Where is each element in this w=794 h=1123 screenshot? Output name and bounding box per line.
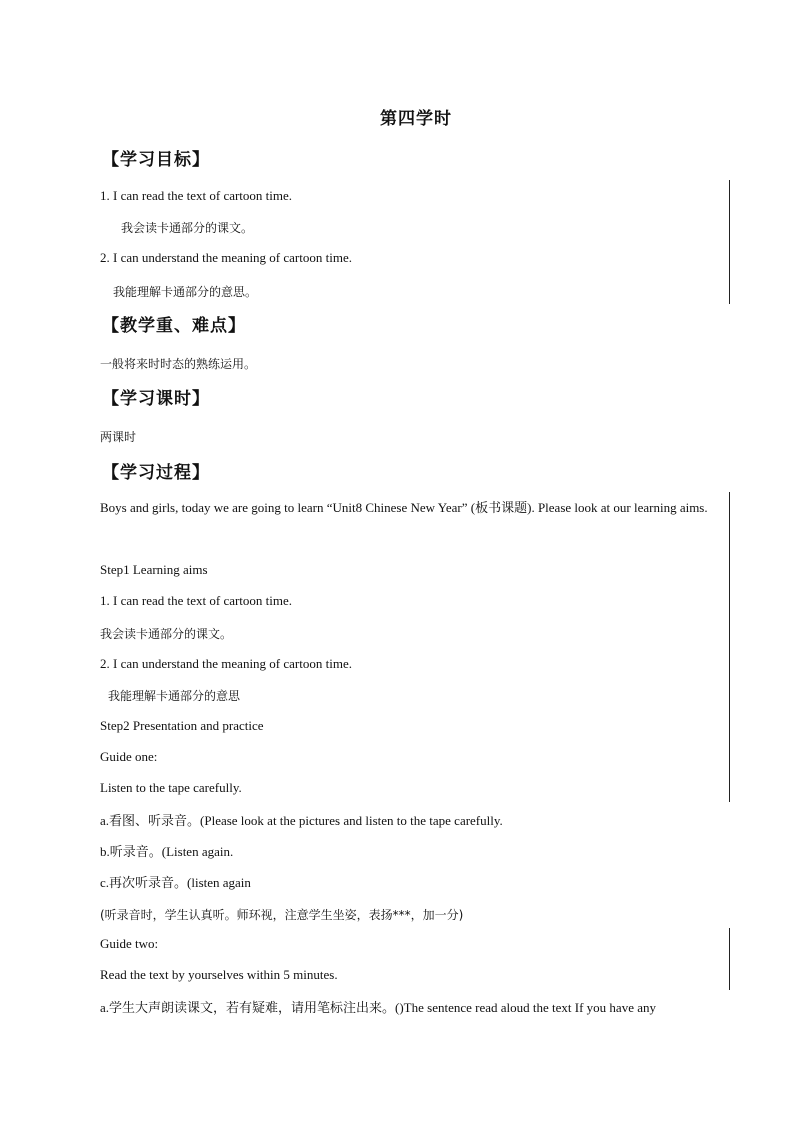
goal-1-english: 1. I can read the text of cartoon time. [100,188,293,203]
aim-2-english: 2. I can understand the meaning of cartoon time. [100,656,352,671]
goal-2-chinese: 我能理解卡通部分的意思。 [113,285,258,299]
guide-two-task: Read the text by yourselves within 5 minutes. [100,967,338,982]
heading-class-hours: 【学习课时】 [102,389,210,408]
guide-one-task: Listen to the tape carefully. [100,780,242,795]
guide-one-item-c: c.再次听录音。(listen again [100,875,251,890]
heading-learning-process: 【学习过程】 [102,463,210,482]
guide-two-label: Guide two: [100,936,159,951]
guide-one-item-b: b.听录音。(Listen again. [100,844,234,859]
margin-rule-2 [729,492,730,802]
heading-key-points: 【教学重、难点】 [102,316,246,335]
aim-2-chinese: 我能理解卡通部分的意思 [108,689,241,703]
key-points-text: 一般将来时时态的熟练运用。 [100,357,257,371]
heading-learning-goals: 【学习目标】 [102,150,210,169]
listening-note: (听录音时，学生认真听。师环视，注意学生坐姿，表扬***，加一分) [100,908,464,922]
goal-2-english: 2. I can understand the meaning of cartoon time. [100,250,352,265]
process-intro-paragraph: Boys and girls, today we are going to learn “Unit8 Chinese New Year” (板书课题). Please look at our learning aims. [100,500,708,515]
page-title: 第四学时 [380,109,452,128]
aim-1-chinese: 我会读卡通部分的课文。 [100,627,233,641]
guide-one-item-a: a.看图、听录音。(Please look at the pictures and listen to the tape carefully. [100,813,503,828]
margin-rule-3 [729,928,730,990]
aim-1-english: 1. I can read the text of cartoon time. [100,593,293,608]
step-1-label: Step1 Learning aims [100,562,208,577]
margin-rule-1 [729,180,730,304]
step-2-label: Step2 Presentation and practice [100,718,264,733]
goal-1-chinese: 我会读卡通部分的课文。 [121,221,254,235]
guide-one-label: Guide one: [100,749,158,764]
guide-two-item-a: a.学生大声朗读课文，若有疑难，请用笔标注出来。()The sentence read aloud the text If you have any [100,1000,656,1015]
class-hours-text: 两课时 [100,430,137,444]
